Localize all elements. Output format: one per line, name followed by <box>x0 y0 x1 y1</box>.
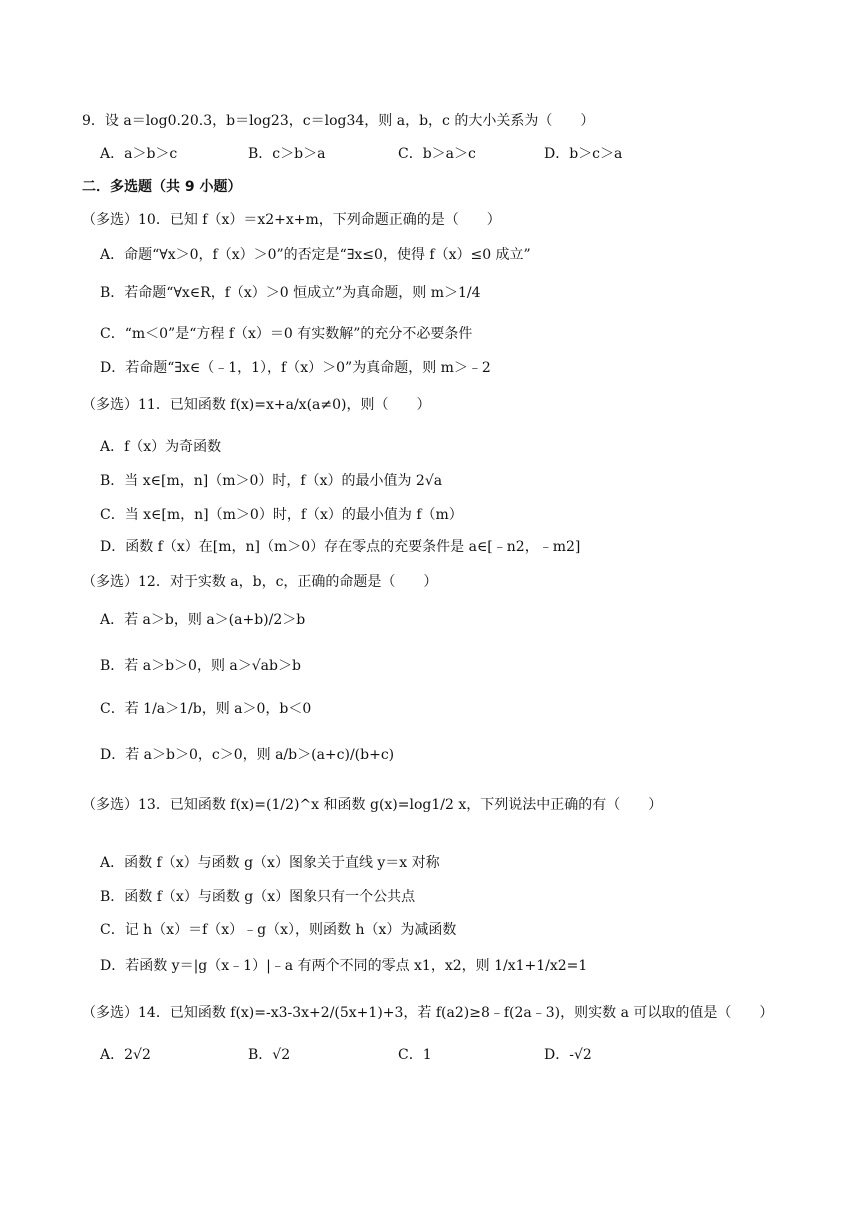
question-9-option-d: D．b＞c＞a <box>544 146 623 162</box>
question-14-option-c: C．1 <box>398 1047 432 1063</box>
question-12-option-c: C．若 1/a＞1/b，则 a＞0，b＜0 <box>100 701 312 717</box>
question-14-option-d: D．-√2 <box>544 1047 592 1063</box>
question-11-option-a: A．f（x）为奇函数 <box>100 439 222 455</box>
question-9-option-c: C．b＞a＞c <box>398 146 476 162</box>
question-12-option-d: D．若 a＞b＞0，c＞0，则 a/b＞(a+c)/(b+c) <box>100 747 395 763</box>
question-11-stem: （多选）11．已知函数 f(x)=x+a/x(a≠0)，则（ ） <box>82 397 431 413</box>
section-heading: 二．多选题（共 9 小题） <box>82 179 242 195</box>
question-14-stem: （多选）14．已知函数 f(x)=-x3-3x+2/(5x+1)+3，若 f(a2)≥8﹣f(2a﹣3)，则实数 a 可以取的值是（ ） <box>82 1005 774 1021</box>
question-10-option-d: D．若命题“∃x∈（﹣1，1），f（x）＞0”为真命题，则 m＞﹣2 <box>100 360 491 376</box>
question-12-option-a: A．若 a＞b，则 a＞(a+b)/2＞b <box>100 612 306 628</box>
question-12-option-b: B．若 a＞b＞0，则 a＞√ab＞b <box>100 658 301 674</box>
question-13-option-b: B．函数 f（x）与函数 g（x）图象只有一个公共点 <box>100 889 416 905</box>
question-9-option-a: A．a＞b＞c <box>100 146 178 162</box>
question-11-option-b: B．当 x∈[m，n]（m＞0）时，f（x）的最小值为 2√a <box>100 473 443 489</box>
question-13-option-c: C．记 h（x）＝f（x）﹣g（x），则函数 h（x）为减函数 <box>100 922 457 938</box>
question-12-stem: （多选）12．对于实数 a，b，c，正确的命题是（ ） <box>82 574 438 590</box>
question-9-stem: 9．设 a＝log0.20.3，b＝log23，c＝log34，则 a，b，c 的大小关系为（ ） <box>82 113 595 129</box>
question-10-stem: （多选）10．已知 f（x）＝x2+x+m，下列命题正确的是（ ） <box>82 212 501 228</box>
question-13-option-a: A．函数 f（x）与函数 g（x）图象关于直线 y＝x 对称 <box>100 855 440 871</box>
question-9-option-b: B．c＞b＞a <box>248 146 326 162</box>
question-13-stem: （多选）13．已知函数 f(x)=(1/2)^x 和函数 g(x)=log1/2 x，下列说法中正确的有（ ） <box>82 797 663 813</box>
question-14-option-b: B．√2 <box>248 1047 291 1063</box>
question-14-option-a: A．2√2 <box>100 1047 151 1063</box>
question-10-option-a: A．命题“∀x＞0，f（x）＞0”的否定是“∃x≤0，使得 f（x）≤0 成立” <box>100 247 531 263</box>
question-10-option-c: C．“m＜0”是“方程 f（x）＝0 有实数解”的充分不必要条件 <box>100 326 473 342</box>
question-11-option-d: D．函数 f（x）在[m，n]（m＞0）存在零点的充要条件是 a∈[﹣n2，﹣m2] <box>100 539 581 555</box>
question-10-option-b: B．若命题“∀x∈R，f（x）＞0 恒成立”为真命题，则 m＞1/4 <box>100 285 481 301</box>
question-13-option-d: D．若函数 y＝|g（x﹣1）|﹣a 有两个不同的零点 x1，x2，则 1/x1+1/x2=1 <box>100 958 588 974</box>
question-11-option-c: C．当 x∈[m，n]（m＞0）时，f（x）的最小值为 f（m） <box>100 507 463 523</box>
